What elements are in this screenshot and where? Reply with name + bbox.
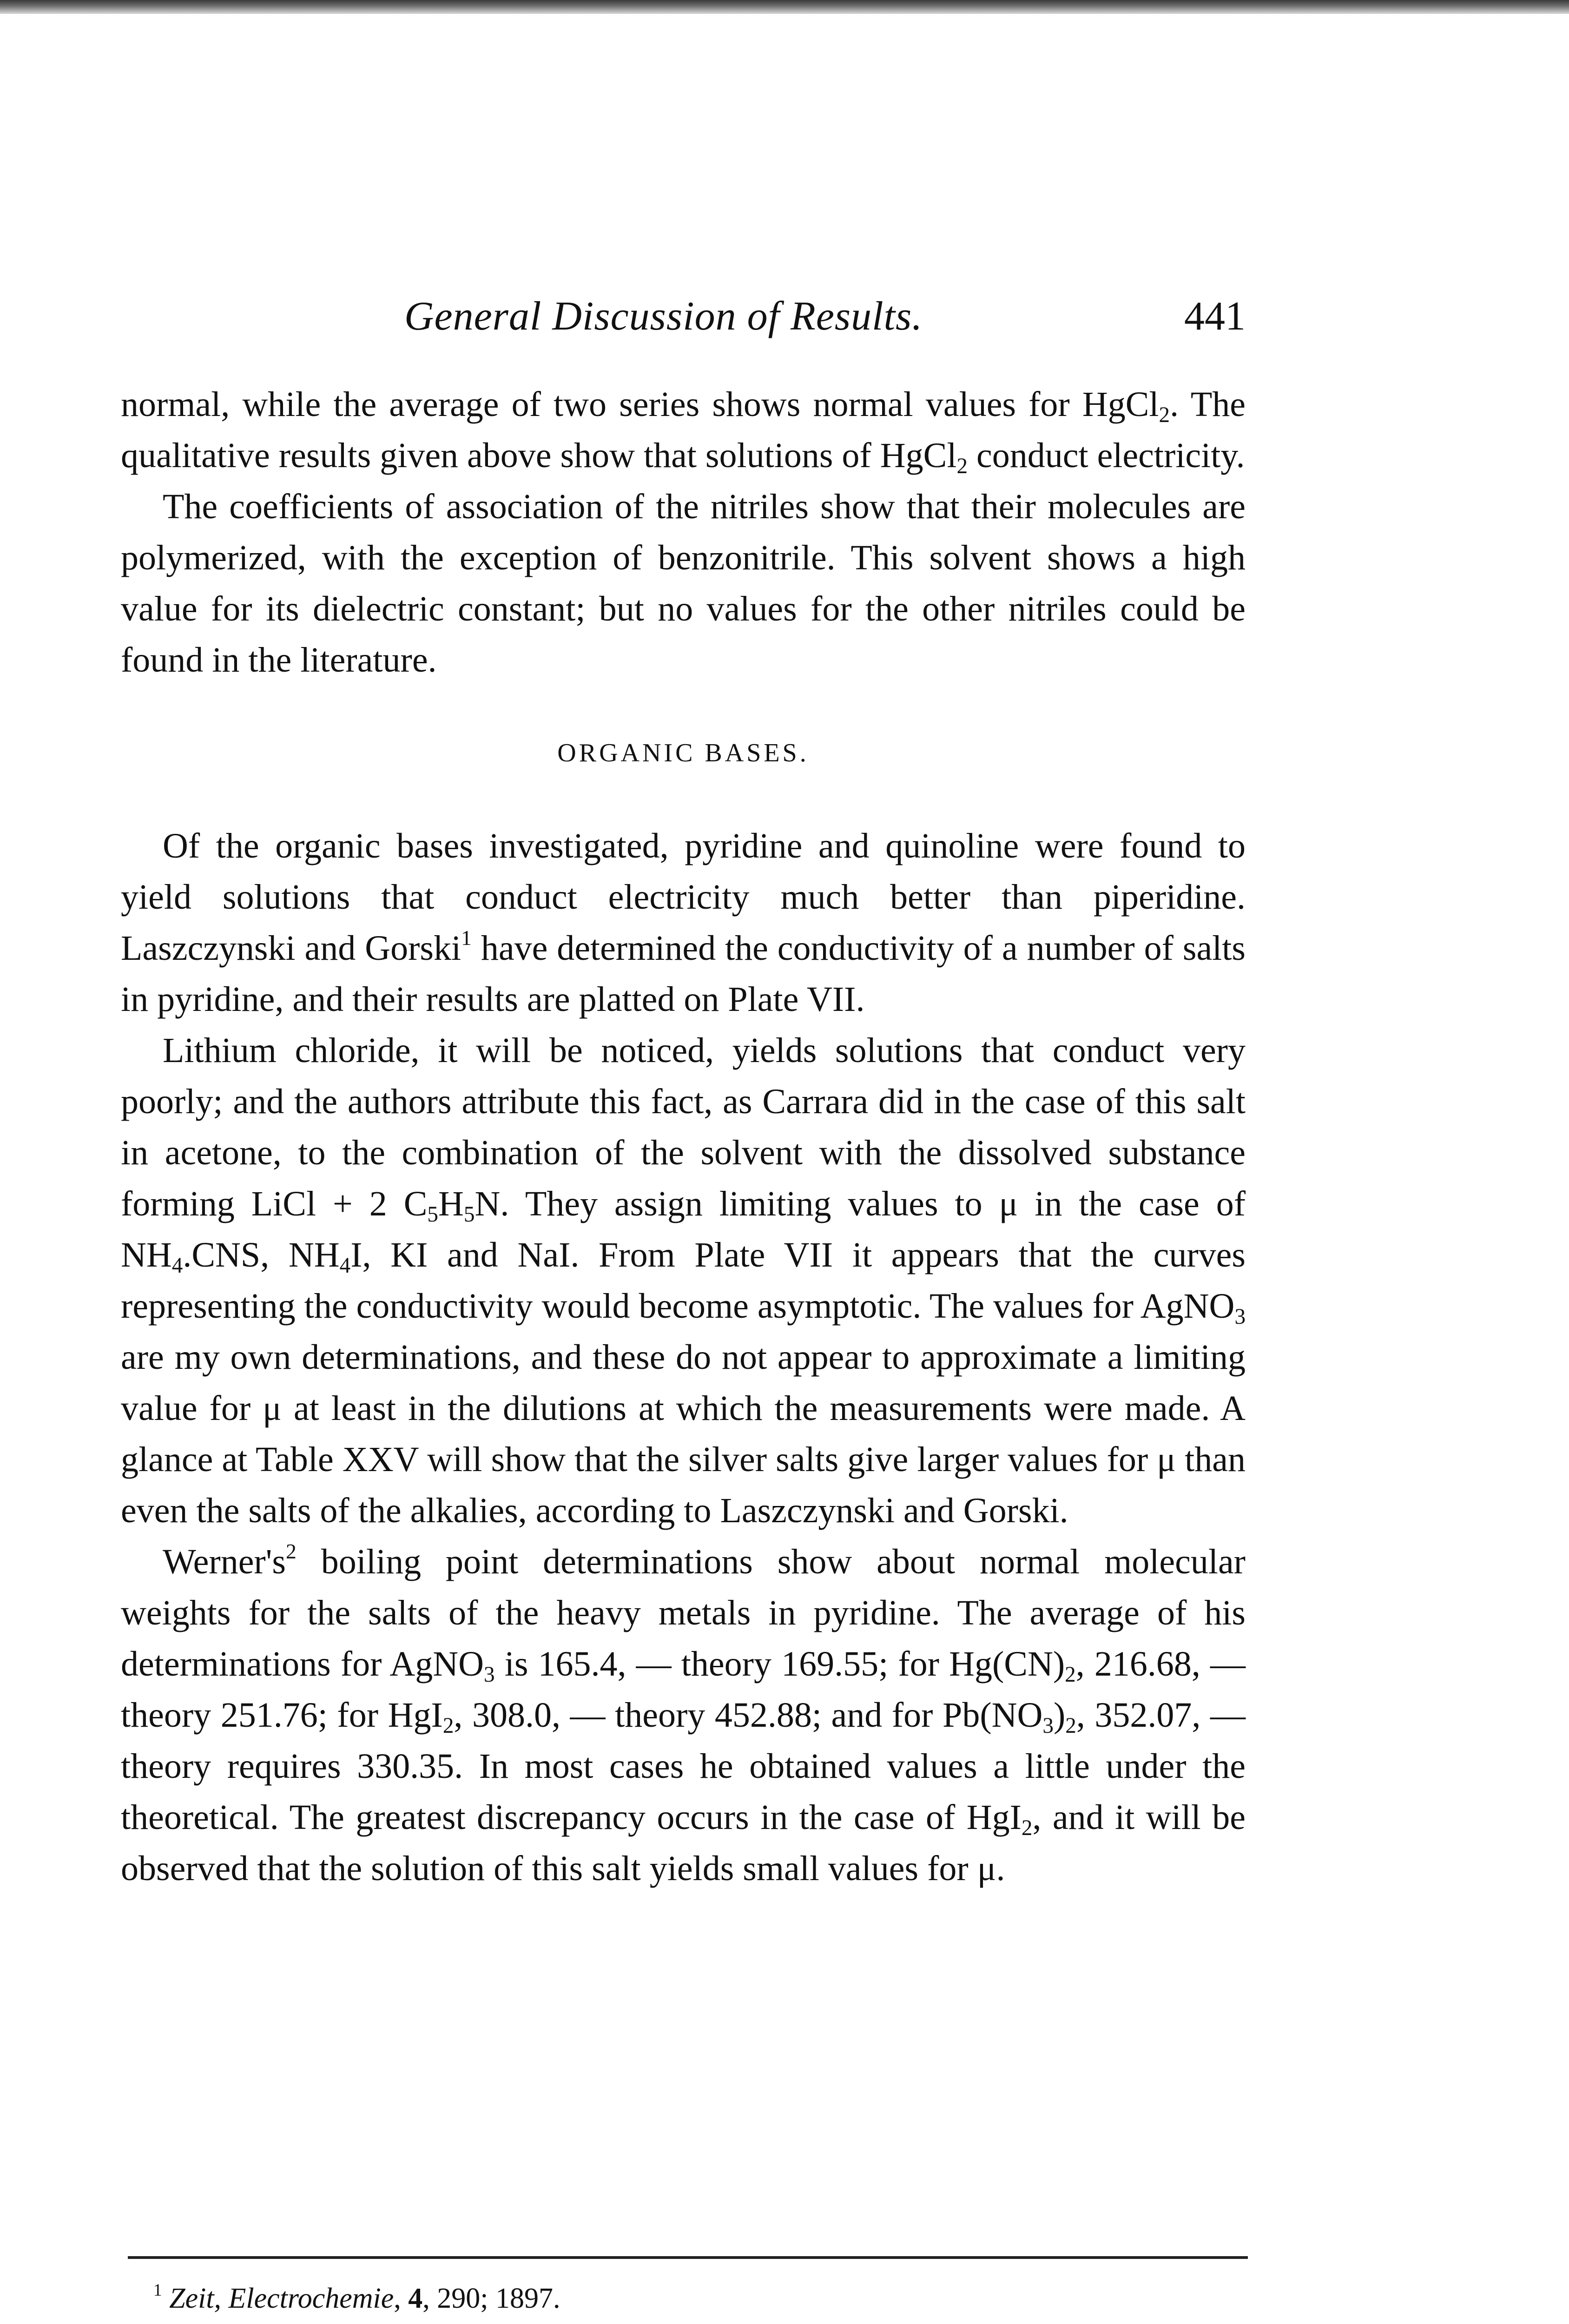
footnotes	[153, 2275, 1222, 2324]
footnote-1: $^1$ Zeit, Electrochemie, 4, 290; 1897.	[153, 2280, 560, 2314]
footnote-2	[153, 2322, 1222, 2324]
paragraph-1: normal, while the average of two series shows normal values for HgCl$_2$. The qualitative results given above show that solutions of HgCl$_2$ conduct electricity.	[121, 385, 1246, 479]
page-header	[121, 293, 1246, 349]
footnote-rule	[128, 2256, 1248, 2259]
paragraph-2: The coefficients of association of the nitriles show that their molecules are polymerized, with the exception of benzonitrile. This solvent shows a high value for its dielectric constant; but no values for the other nitriles could be found in the literature.	[121, 487, 1246, 680]
footnote-ref-1: 1	[461, 926, 472, 950]
running-title: General Discussion of Results.	[404, 294, 923, 339]
page-number: 441	[1184, 294, 1246, 339]
footnote-ref-2: 2	[286, 1539, 297, 1564]
page-top-edge	[0, 0, 1569, 14]
section-heading: ORGANIC BASES.	[557, 739, 809, 767]
paragraph-4: Lithium chloride, it will be noticed, yields solutions that conduct very poorly; and the authors attribute this fact, as Carrara did in the case of this salt in acetone, to the combination of the solvent with the dissolved substance forming LiCl + 2 $C_5H_5N$. They assign limiting values to μ in the case of $NH_4.CNS$, $NH_4I$, KI and NaI. From Plate VII it appears that the curves representing the conductivity would become asymptotic. The values for AgNO$_3$ are my own determinations, and these do not appear to approximate a limiting value for μ at least in the dilutions at which the measurements were made. A glance at Table XXV will show that the silver salts give larger values for μ than even the salts of the alkalies, according to Laszczynski and Gorski.	[121, 1031, 1246, 1530]
paragraph-5: $Werner's^2$ boiling point determinations show about normal molecular weights for the salts of the heavy metals in pyridine. The average of his determinations for AgNO$_3$ is 165.4, — theory 169.55; for $Hg(CN)_2$, 216.68, — theory 251.76; for HgI$_2$, 308.0, — theory 452.88; and for $Pb(NO_3)_2$, 352.07, — theory requires 330.35. In most cases he obtained values a little under the theoretical. The greatest discrepancy occurs in the case of HgI$_2$, and it will be observed that the solution of this salt yields small values for μ.	[121, 1539, 1246, 1888]
paragraph-3: Of the organic bases investigated, pyridine and quinoline were found to yield solutions that conduct electricity much better than piperidine. Laszczynski and Gorski$^1$ have determined the conductivity of a number of salts in pyridine, and their results are platted on Plate VII.	[121, 826, 1246, 1019]
body-text	[121, 379, 1246, 1894]
